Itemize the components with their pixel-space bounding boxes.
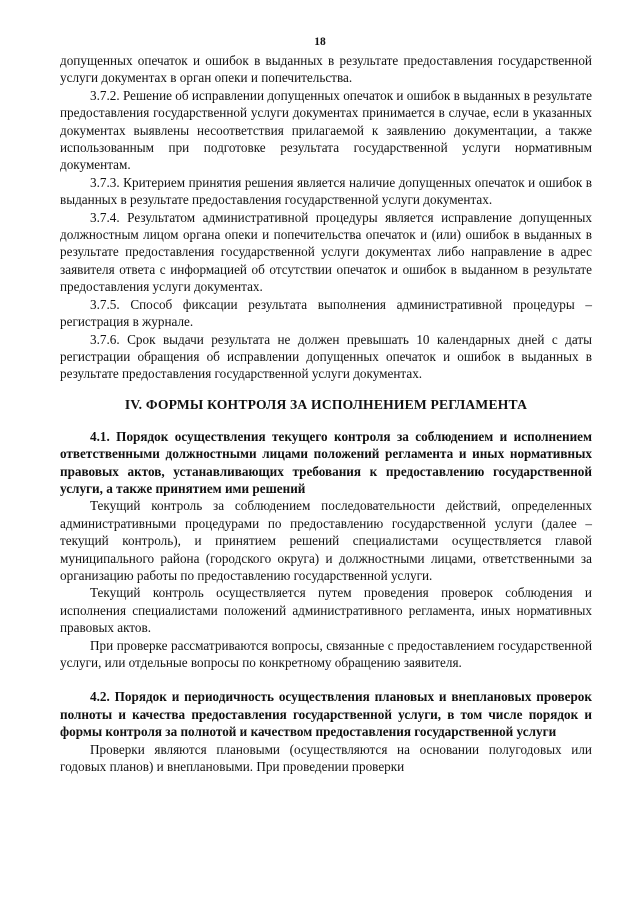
section-heading: IV. ФОРМЫ КОНТРОЛЯ ЗА ИСПОЛНЕНИЕМ РЕГЛАМЕНТА bbox=[124, 396, 528, 412]
paragraph: 3.7.6. Срок выдачи результата не должен превышать 10 календарных дней с даты регистрации обращения об исправлении допущенных опечаток и ошибок в выданных в результате предоставления государственной услуги документах. bbox=[60, 331, 592, 382]
page-number: 18 bbox=[314, 36, 326, 48]
subsection-heading: 4.2. Порядок и периодичность осуществления плановых и внеплановых проверок полноты и качества предоставления государственной услуги, в том числе порядок и формы контроля за полнотой и качеством предоставления государственной услуги bbox=[60, 689, 592, 740]
paragraph: Текущий контроль осуществляется путем проведения проверок соблюдения и исполнения специалистами положений административного регламента, иных нормативных правовых актов. bbox=[60, 585, 592, 636]
subsection-heading: 4.1. Порядок осуществления текущего контроля за соблюдением и исполнением ответственными должностными лицами положений регламента и иных нормативных правовых актов, устанавливающих требования к предоставлению государственной услуги, а также принятием ими решений bbox=[60, 428, 592, 496]
document-body bbox=[60, 52, 592, 775]
paragraph: Проверки являются плановыми (осуществляются на основании полугодовых или годовых планов) и внеплановыми. При проведении проверки bbox=[60, 741, 592, 775]
paragraph: Текущий контроль за соблюдением последовательности действий, определенных административными процедурами по предоставлению государственной услуги (далее – текущий контроль), и принятием решений специалистами осуществляется главой муниципального района (городского округа) и должностными лицами, ответственными за организацию работы по предоставлению государственной услуги. bbox=[60, 498, 592, 583]
paragraph: допущенных опечаток и ошибок в выданных в результате предоставления государственной услуги документах в орган опеки и попечительства. bbox=[60, 53, 592, 86]
spacer bbox=[60, 671, 592, 688]
paragraph: 3.7.3. Критерием принятия решения является наличие допущенных опечаток и ошибок в выданных в результате предоставления государственной услуги документах. bbox=[60, 174, 592, 208]
paragraph: 3.7.5. Способ фиксации результата выполнения административной процедуры – регистрация в журнале. bbox=[60, 296, 592, 330]
paragraph: 3.7.4. Результатом административной процедуры является исправление допущенных должностным лицом органа опеки и попечительства опечаток и (или) ошибок в выданных в результате предоставления государственной услуги документах либо направление в адрес заявителя ответа с информацией об отсутствии опечаток и ошибок в выданном в результате предоставления услуги документах. bbox=[60, 209, 592, 295]
paragraph: При проверке рассматриваются вопросы, связанные с предоставлением государственной услуги, или отдельные вопросы по конкретному обращению заявителя. bbox=[60, 637, 592, 670]
paragraph: 3.7.2. Решение об исправлении допущенных опечаток и ошибок в выданных в результате предоставления государственной услуги документах принимается в случае, если в указанных документах выявлены несоответствия прилагаемой к заявлению документации, а также использованным при подготовке результата государственной услуги нормативным документам. bbox=[60, 87, 592, 173]
